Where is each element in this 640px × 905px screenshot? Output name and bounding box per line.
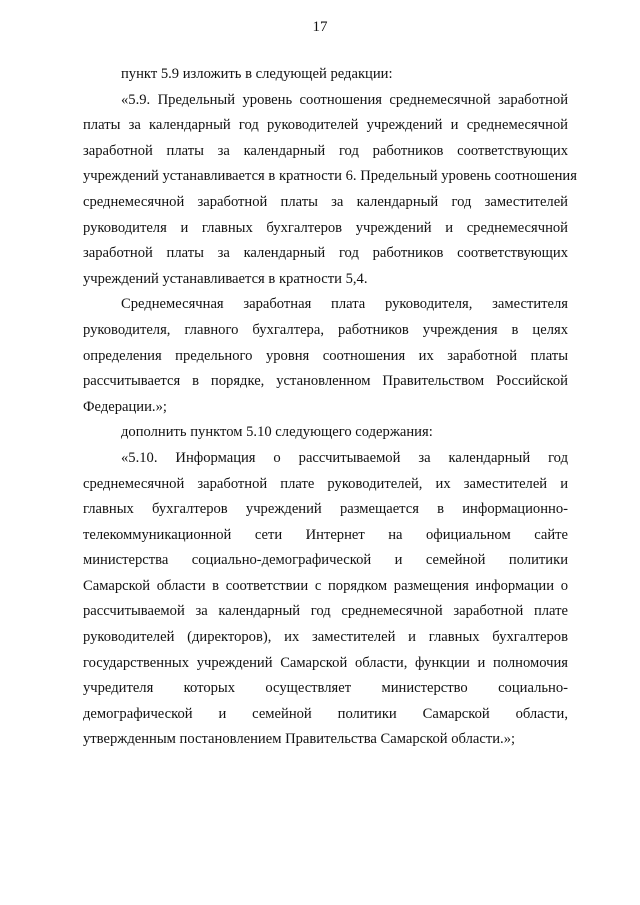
- text-line: дополнить пунктом 5.10 следующего содержания:: [121, 424, 433, 441]
- text-line: учредителя которых осуществляет министерство социально-: [83, 680, 568, 697]
- text-line: «5.9. Предельный уровень соотношения среднемесячной заработной: [121, 91, 568, 108]
- text-line: пункт 5.9 изложить в следующей редакции:: [121, 66, 393, 82]
- text-line: среднемесячной заработной платы за календарный год заместителей: [83, 193, 568, 210]
- text-line: главных бухгалтеров учреждений размещается в информационно-: [83, 501, 568, 518]
- text-line: «5.10. Информация о рассчитываемой за календарный год: [121, 449, 568, 466]
- document-body: [83, 62, 577, 753]
- text-line: учреждений устанавливается в кратности 6. Предельный уровень соотношения: [83, 168, 577, 185]
- text-line: Самарской области в соответствии с порядком размещения информации о: [83, 577, 568, 594]
- text-line: заработной платы за календарный год работников соответствующих: [83, 245, 568, 262]
- text-line: руководителей (директоров), их заместителей и главных бухгалтеров: [83, 629, 568, 646]
- text-line: утвержденным постановлением Правительства Самарской области.»;: [83, 731, 516, 748]
- text-line: заработной платы за календарный год работников соответствующих: [83, 142, 568, 159]
- text-line: руководителя, главного бухгалтера, работников учреждения в целях: [83, 321, 568, 338]
- text-line: министерства социально-демографической и семейной политики: [83, 552, 568, 569]
- text-line: рассчитывается в порядке, установленном Правительством Российской: [83, 373, 568, 390]
- text-line: государственных учреждений Самарской области, функции и полномочия: [83, 654, 568, 671]
- text-line: телекоммуникационной сети Интернет на официальном сайте: [83, 526, 568, 543]
- text-line: учреждений устанавливается в кратности 5,4.: [83, 270, 368, 287]
- text-line: Среднемесячная заработная плата руководителя, заместителя: [121, 296, 568, 313]
- text-line: руководителя и главных бухгалтеров учреждений и среднемесячной: [83, 219, 568, 236]
- text-line: демографической и семейной политики Самарской области,: [83, 705, 568, 722]
- text-line: Федерации.»;: [83, 398, 167, 415]
- text-line: платы за календарный год руководителей учреждений и среднемесячной: [83, 117, 568, 134]
- page-number: 17: [312, 19, 328, 35]
- text-line: среднемесячной заработной плате руководителей, их заместителей и: [83, 475, 568, 492]
- text-line: определения предельного уровня соотношения их заработной платы: [83, 347, 568, 364]
- text-line: рассчитываемой за календарный год среднемесячной заработной плате: [83, 603, 568, 620]
